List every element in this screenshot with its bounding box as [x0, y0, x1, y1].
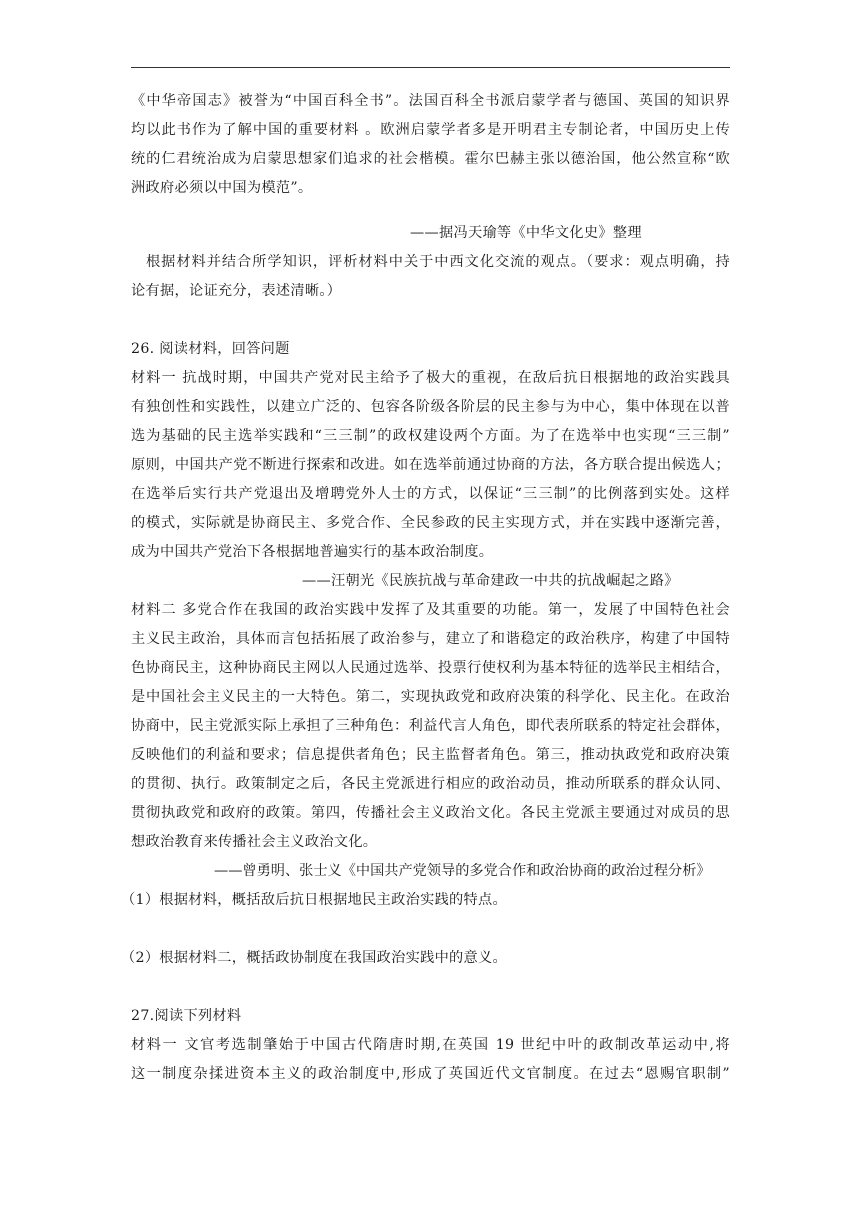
- q27-heading: 27.阅读下列材料: [131, 1008, 242, 1024]
- q25-question-line: 论有据，论证充分，表述清晰。）: [131, 283, 342, 299]
- q26-material2-line: 材料二 多党合作在我国的政治实践中发挥了及其重要的功能。第一，发展了中国特色社会: [131, 602, 730, 618]
- q26-material2-source: ——曾勇明、张士义《中国共产党领导的多党合作和政治协商的政治过程分析》: [214, 863, 711, 879]
- q26-material1-line: 选为基础的民主选举实践和“三三制”的政权建设两个方面。为了在选举中也实现“三三制”: [131, 428, 730, 444]
- q26-material1-line: 成为中国共产党治下各根据地普遍实行的基本政治制度。: [131, 544, 494, 560]
- q26-material1-line: 材料一 抗战时期，中国共产党对民主给予了极大的重视，在敌后抗日根据地的政治实践具: [131, 370, 730, 386]
- q25-source: ——据冯天瑜等《中华文化史》整理: [410, 225, 642, 241]
- q25-text-line: 《中华帝国志》被誉为“中国百科全书”。法国百科全书派启蒙学者与德国、英国的知识界: [131, 93, 730, 109]
- q27-material1-line: 材料一 文官考选制肇始于中国古代隋唐时期,在英国 19 世纪中叶的政制改革运动中,将: [131, 1037, 730, 1053]
- q26-material2-line: 是中国社会主义民主的一大特色。第二，实现执政党和政府决策的科学化、民主化。在政治: [131, 689, 730, 705]
- q25-question-line: 根据材料并结合所学知识，评析材料中关于中西文化交流的观点。（要求：观点明确，持: [146, 254, 730, 270]
- q26-material2-line: 协商中，民主党派实际上承担了三种角色：利益代言人角色，即代表所联系的特定社会群体，: [131, 718, 730, 734]
- q26-material2-line: 主义民主政治，具体而言包括拓展了政治参与，建立了和谐稳定的政治秩序，构建了中国特: [131, 631, 730, 647]
- q26-material1-line: 有独创性和实践性，以建立广泛的、包容各阶级各阶层的民主参与为中心，集中体现在以普: [131, 399, 730, 415]
- q26-subquestion-2: （2）根据材料二，概括政协制度在我国政治实践中的意义。: [121, 950, 508, 966]
- q26-material1-source: ——汪朝光《民族抗战与革命建政一中共的抗战崛起之路》: [302, 573, 679, 589]
- q25-text-line: 均以此书作为了解中国的重要材料 。欧洲启蒙学者多是开明君主专制论者，中国历史上传: [131, 122, 730, 138]
- q26-material2-line: 想政治教育来传播社会主义政治文化。: [131, 834, 378, 850]
- q26-material2-line: 的贯彻、执行。政策制定之后，各民主党派进行相应的政治动员，推动所联系的群众认同、: [131, 776, 730, 792]
- q25-text-line: 洲政府必须以中国为模范”。: [131, 180, 313, 196]
- q26-heading: 26. 阅读材料，回答问题: [131, 341, 290, 357]
- q25-text-line: 统的仁君统治成为启蒙思想家们追求的社会楷模。霍尔巴赫主张以德治国，他公然宣称“欧: [131, 151, 730, 167]
- q26-material2-line: 反映他们的利益和要求；信息提供者角色；民主监督者角色。第三，推动执政党和政府决策: [131, 747, 730, 763]
- q26-material2-line: 贯彻执政党和政府的政策。第四，传播社会主义政治文化。各民主党派主要通过对成员的思: [131, 805, 730, 821]
- q26-material1-line: 在选举后实行共产党退出及增聘党外人士的方式，以保证“三三制”的比例落到实处。这样: [131, 486, 730, 502]
- header-rule: [131, 67, 730, 68]
- q26-material2-line: 色协商民主，这种协商民主网以人民通过选举、投票行使权利为基本特征的选举民主相结合，: [131, 660, 730, 676]
- q26-material1-line: 原则，中国共产党不断进行探索和改进。如在选举前通过协商的方法，各方联合提出候选人；: [131, 457, 730, 473]
- q26-material1-line: 的模式，实际就是协商民主、多党合作、全民参政的民主实现方式，并在实践中逐渐完善，: [131, 515, 730, 531]
- q26-subquestion-1: （1）根据材料，概括敌后抗日根据地民主政治实践的特点。: [121, 892, 508, 908]
- q27-material1-line: 这一制度杂揉进资本主义的政治制度中,形成了英国近代文官制度。在过去“恩赐官职制”: [131, 1066, 730, 1082]
